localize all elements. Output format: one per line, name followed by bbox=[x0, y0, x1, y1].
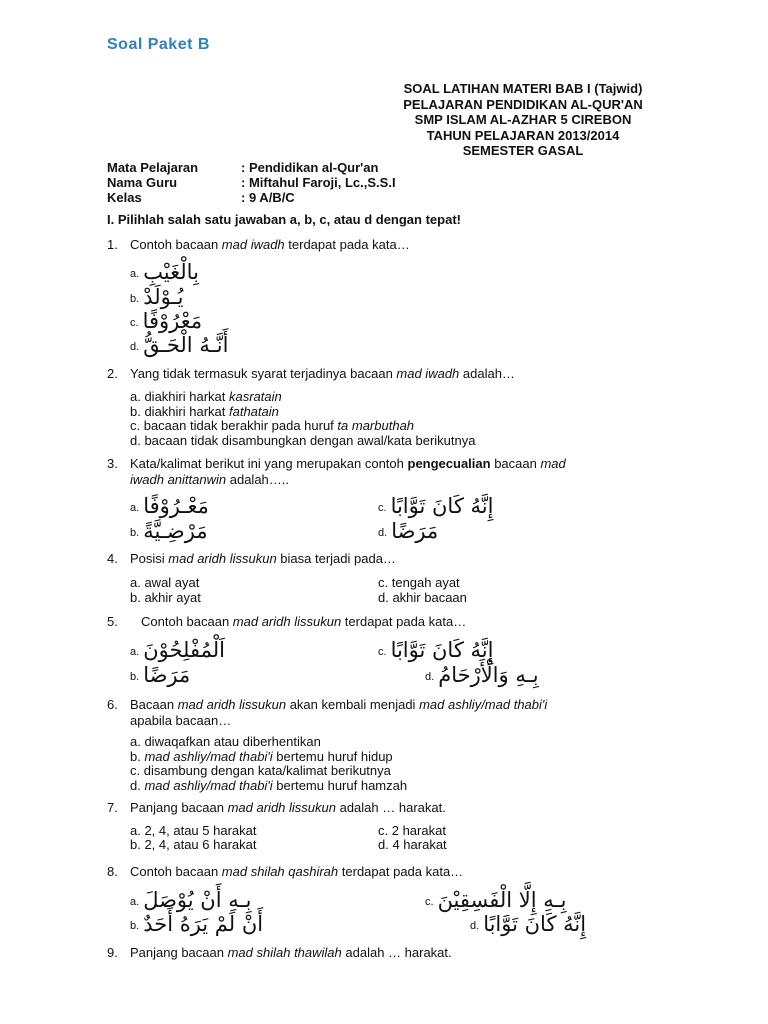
q8-option-c bbox=[425, 888, 567, 912]
text-span: 4. bbox=[107, 551, 118, 566]
q8-option-b bbox=[130, 912, 263, 936]
info-key: Kelas bbox=[107, 190, 142, 205]
term: mad iwadh bbox=[221, 237, 285, 252]
question-8 bbox=[107, 864, 663, 880]
text-span bbox=[130, 697, 663, 729]
text-span: biasa terjadi pada… bbox=[276, 551, 396, 566]
q8-option-d bbox=[470, 912, 586, 936]
text-span: إِنَّهُ كَانَ تَوَّابًا bbox=[483, 912, 587, 936]
text-span: d. bbox=[130, 777, 145, 793]
text-span: c. bbox=[425, 896, 434, 908]
text-span: adalah….. bbox=[226, 472, 289, 487]
q2-options bbox=[130, 390, 475, 448]
text-span: d. bbox=[470, 920, 480, 932]
text-span: بِـهِ إِلَّا الْفَسِقِيْنَ bbox=[437, 888, 567, 912]
italic-term: mad aridh lissukun bbox=[177, 697, 287, 712]
italic-term: kasratain bbox=[229, 389, 282, 404]
question-9 bbox=[107, 945, 663, 961]
q3-option-d bbox=[378, 519, 438, 543]
text-span: Contoh bacaan bbox=[141, 614, 233, 629]
text-span: bacaan bbox=[490, 456, 541, 471]
text-span: إِنَّهُ كَانَ تَوَّابًا bbox=[390, 638, 494, 662]
text-span: bertemu huruf hidup bbox=[272, 748, 393, 764]
paket-title: Soal Paket B bbox=[107, 36, 210, 53]
option-letter: d. bbox=[130, 341, 140, 353]
question-number: 1. bbox=[107, 237, 118, 252]
q7-option-d: d. 4 harakat bbox=[378, 837, 447, 852]
text-span bbox=[130, 456, 663, 488]
q5-option-d bbox=[425, 663, 539, 687]
q1-option-a bbox=[130, 260, 199, 284]
text-span: مَرَضًا bbox=[143, 663, 191, 687]
text-span: أَنْ لَمْ يَرَهُ أَحَدٌ bbox=[143, 912, 264, 936]
header-line: TAHUN PELAJARAN 2013/2014 bbox=[426, 127, 620, 143]
text-span: 5. bbox=[107, 614, 118, 629]
header-line: PELAJARAN PENDIDIKAN AL-QUR'AN bbox=[403, 96, 643, 112]
text-span: adalah … harakat. bbox=[335, 800, 446, 815]
text-span: b. diakhiri harkat bbox=[130, 403, 229, 419]
q7-option-b: b. 2, 4, atau 6 harakat bbox=[130, 837, 257, 852]
question-text: adalah… bbox=[459, 366, 515, 381]
q4-option-d: d. akhir bacaan bbox=[378, 590, 467, 605]
q8-option-a bbox=[130, 888, 251, 912]
q7-option-a: a. 2, 4, atau 5 harakat bbox=[130, 823, 257, 838]
question-text: Yang tidak termasuk syarat terjadinya bacaan bbox=[130, 366, 397, 381]
option-b bbox=[130, 750, 407, 765]
italic-term: mad shilah thawilah bbox=[227, 945, 342, 960]
italic-term: fathatain bbox=[229, 403, 279, 419]
text-span: b. bbox=[130, 671, 140, 683]
italic-term: mad ashliy/mad thabi'i bbox=[144, 748, 273, 764]
italic-term: mad ashliy/mad thabi'i bbox=[144, 777, 273, 793]
q4-option-b: b. akhir ayat bbox=[130, 590, 201, 605]
text-span: akan kembali menjadi bbox=[286, 697, 420, 712]
text-span: c. bbox=[378, 502, 387, 514]
text-span bbox=[130, 551, 663, 567]
question-number: 3. bbox=[107, 456, 118, 471]
info-key: Nama Guru bbox=[107, 175, 178, 190]
q1-option-b bbox=[130, 285, 183, 309]
text-span: Contoh bacaan bbox=[130, 864, 222, 879]
option-a bbox=[130, 390, 475, 405]
arabic-text: مَعْرُوْفًا bbox=[142, 309, 203, 333]
text-span bbox=[130, 800, 663, 816]
text-span: إِنَّهُ كَانَ تَوَّابًا bbox=[390, 494, 494, 518]
italic-term: mad aridh lissukun bbox=[227, 800, 336, 815]
text-span: مَرْضِـيَّةً bbox=[143, 519, 208, 543]
info-row-class bbox=[107, 190, 396, 205]
text-span: اَلْمُفْلِحُوْنَ bbox=[143, 638, 225, 662]
text-span: 6. bbox=[107, 697, 118, 712]
text-span: c. bacaan tidak berakhir pada huruf bbox=[130, 418, 338, 433]
header-line: SMP ISLAM AL-AZHAR 5 CIREBON bbox=[414, 112, 632, 127]
question-text: terdapat pada kata… bbox=[284, 237, 410, 252]
italic-term: mad bbox=[540, 456, 566, 471]
text-span bbox=[130, 945, 663, 961]
text-span: a. bbox=[130, 502, 140, 514]
question-2 bbox=[107, 366, 663, 382]
text-span bbox=[130, 864, 663, 880]
option-c bbox=[130, 419, 475, 434]
q4-option-a: a. awal ayat bbox=[130, 575, 200, 590]
question-number: 2. bbox=[107, 366, 118, 381]
option-letter: c. bbox=[130, 317, 139, 329]
text-span bbox=[141, 614, 663, 630]
text-span: c. bbox=[378, 646, 387, 658]
text-span: b. bbox=[130, 527, 140, 539]
italic-term: ta marbuthah bbox=[337, 418, 415, 433]
option-letter: a. bbox=[130, 268, 140, 280]
text-span: a. bbox=[130, 896, 140, 908]
question-6 bbox=[107, 697, 663, 729]
text-span: terdapat pada kata… bbox=[341, 614, 467, 629]
q7-option-c: c. 2 harakat bbox=[378, 823, 446, 838]
text-span: d. bbox=[378, 527, 388, 539]
q4-option-c: c. tengah ayat bbox=[378, 575, 460, 590]
text-span: b. bbox=[130, 748, 145, 764]
q3-option-c bbox=[378, 494, 493, 518]
text-span: 9. bbox=[107, 945, 118, 960]
bold-term: pengecualian bbox=[407, 456, 491, 471]
text-span: apabila bacaan… bbox=[130, 713, 232, 728]
option-a: a. diwaqafkan atau diberhentikan bbox=[130, 734, 321, 749]
text-span: Posisi bbox=[130, 551, 169, 566]
q1-option-c bbox=[130, 309, 202, 333]
arabic-text: بِالْغَيْبِ bbox=[143, 260, 199, 284]
text-span bbox=[130, 366, 663, 382]
text-span bbox=[130, 237, 663, 253]
text-span: Kata/kalimat berikut ini yang merupakan contoh bbox=[130, 456, 408, 471]
q6-options bbox=[130, 735, 407, 793]
info-value: : Pendidikan al-Qur'an bbox=[241, 160, 379, 175]
text-span: Bacaan bbox=[130, 697, 178, 712]
q3-option-a bbox=[130, 494, 209, 518]
q5-option-b bbox=[130, 663, 190, 687]
question-3 bbox=[107, 456, 663, 488]
q1-option-d bbox=[130, 333, 228, 357]
text-span: 8. bbox=[107, 864, 118, 879]
text-span: Panjang bacaan bbox=[130, 945, 228, 960]
q5-option-c bbox=[378, 638, 493, 662]
text-span: بِـهِ وَالْأَرْحَامُ bbox=[438, 663, 539, 687]
info-value: : 9 A/B/C bbox=[241, 190, 295, 205]
italic-term: mad shilah qashirah bbox=[221, 864, 339, 879]
text-span: adalah … harakat. bbox=[341, 945, 452, 960]
option-b bbox=[130, 405, 475, 420]
italic-term: mad aridh lissukun bbox=[232, 614, 342, 629]
text-span: a. bbox=[130, 646, 140, 658]
text-span: مَرَضًا bbox=[391, 519, 439, 543]
info-row-teacher bbox=[107, 175, 396, 190]
text-span: bertemu huruf hamzah bbox=[272, 777, 408, 793]
question-5 bbox=[107, 614, 663, 630]
italic-term: iwadh anittanwin bbox=[130, 472, 227, 487]
text-span: بِـهِ أَنْ يُوْصَلَ bbox=[143, 888, 252, 912]
instruction: I. Pilihlah salah satu jawaban a, b, c, atau d dengan tepat! bbox=[107, 212, 461, 227]
q3-option-b bbox=[130, 519, 208, 543]
text-span: d. bbox=[425, 671, 435, 683]
option-letter: b. bbox=[130, 293, 140, 305]
header-line: SEMESTER GASAL bbox=[462, 143, 584, 158]
question-text: Contoh bacaan bbox=[130, 237, 222, 252]
text-span: Panjang bacaan bbox=[130, 800, 228, 815]
text-span: a. diakhiri harkat bbox=[130, 389, 229, 404]
text-span: b. bbox=[130, 920, 140, 932]
arabic-text: يُـوْلَدْ bbox=[143, 285, 184, 309]
exam-header bbox=[383, 81, 663, 159]
q5-option-a bbox=[130, 638, 225, 662]
info-value: : Miftahul Faroji, Lc.,S.S.I bbox=[241, 175, 396, 190]
text-span: terdapat pada kata… bbox=[338, 864, 464, 879]
question-7 bbox=[107, 800, 663, 816]
term: mad iwadh bbox=[396, 366, 460, 381]
text-span: 7. bbox=[107, 800, 118, 815]
question-4 bbox=[107, 551, 663, 567]
question-1 bbox=[107, 237, 663, 253]
exam-info bbox=[107, 160, 396, 205]
option-d: d. bacaan tidak disambungkan dengan awal/kata berikutnya bbox=[130, 432, 476, 448]
info-row-subject bbox=[107, 160, 396, 175]
arabic-text: أَنَّـهُ الْحَـقُّ bbox=[143, 333, 229, 357]
text-span: مَعْـرُوْفًا bbox=[143, 494, 209, 518]
italic-term: mad aridh lissukun bbox=[168, 551, 277, 566]
option-c: c. disambung dengan kata/kalimat berikutnya bbox=[130, 763, 391, 778]
info-key: Mata Pelajaran bbox=[107, 160, 199, 175]
italic-term: mad ashliy/mad thabi'i bbox=[419, 697, 548, 712]
option-d bbox=[130, 779, 407, 794]
header-line: SOAL LATIHAN MATERI BAB I (Tajwid) bbox=[403, 81, 643, 96]
